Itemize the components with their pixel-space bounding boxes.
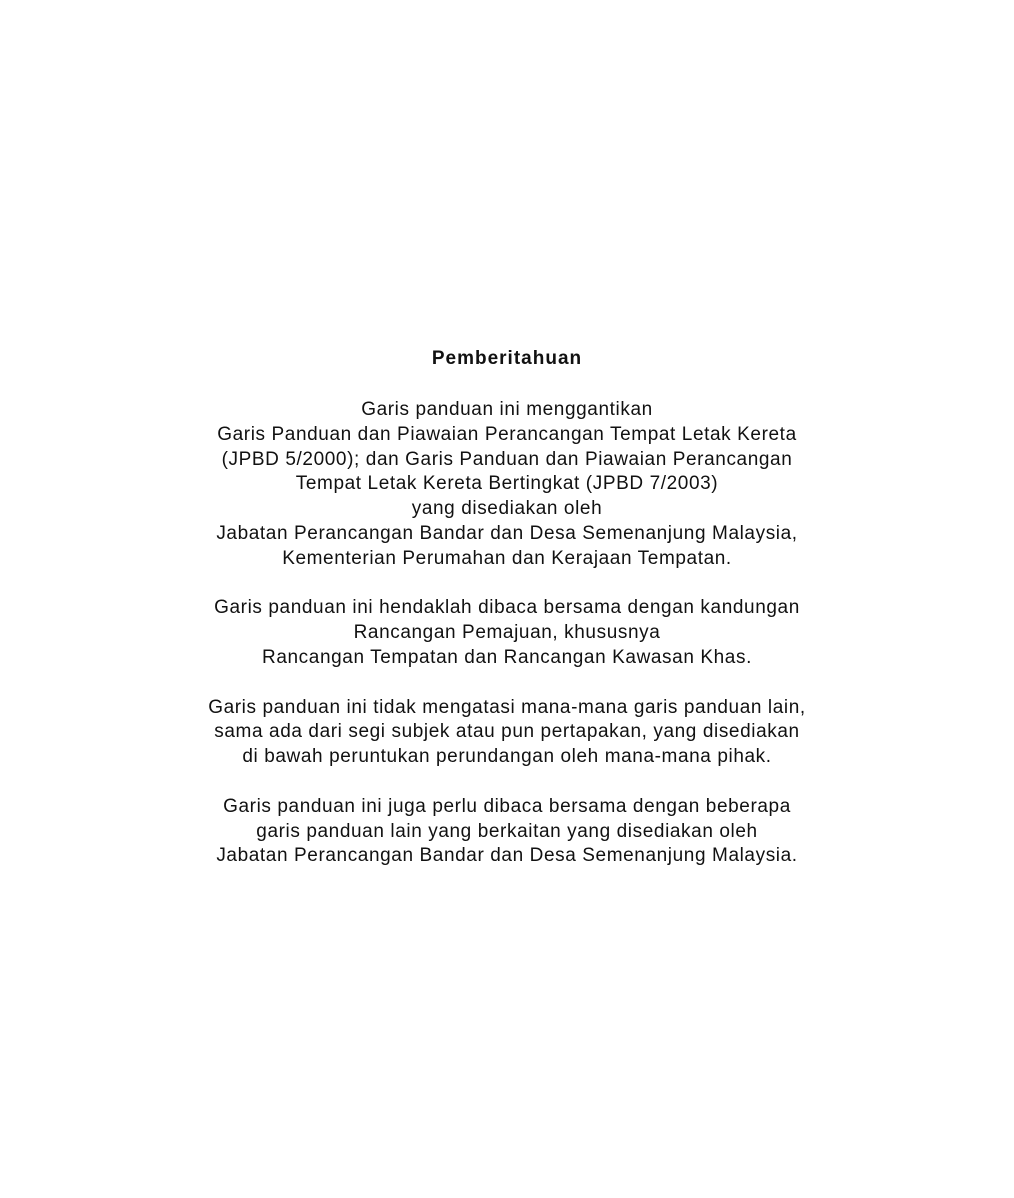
notice-paragraph-precedence [0, 696, 1014, 770]
text-line: Garis panduan ini menggantikan [361, 399, 653, 420]
text-line: Rancangan Tempatan dan Rancangan Kawasan Khas. [262, 646, 752, 668]
text-line: garis panduan lain yang berkaitan yang disediakan oleh [256, 820, 758, 842]
notice-paragraph-reading [0, 596, 1014, 670]
text-line: Garis panduan ini hendaklah dibaca bersama dengan kandungan [214, 597, 800, 619]
text-line: yang disediakan oleh [411, 498, 603, 520]
text-line: Jabatan Perancangan Bandar dan Desa Semenanjung Malaysia. [216, 845, 798, 867]
notice-title: Pemberitahuan [431, 348, 583, 369]
text-line: Tempat Letak Kereta Bertingkat (JPBD 7/2003) [295, 473, 719, 495]
text-line: Jabatan Perancangan Bandar dan Desa Semenanjung Malaysia, [216, 522, 798, 544]
text-line: Garis panduan ini juga perlu dibaca bersama dengan beberapa [223, 795, 791, 817]
notice-paragraph-related [0, 795, 1014, 869]
text-line: Garis panduan ini tidak mengatasi mana-mana garis panduan lain, [208, 696, 806, 718]
text-line: (JPBD 5/2000); dan Garis Panduan dan Piawaian Perancangan [221, 448, 793, 470]
text-line: sama ada dari segi subjek atau pun pertapakan, yang disediakan [214, 721, 800, 743]
text-line: Garis Panduan dan Piawaian Perancangan Tempat Letak Kereta [217, 423, 797, 445]
notice-paragraph-replacement [0, 398, 1014, 572]
text-line: Rancangan Pemajuan, khususnya [353, 622, 661, 644]
text-line: Kementerian Perumahan dan Kerajaan Tempatan. [282, 547, 732, 569]
text-line: di bawah peruntukan perundangan oleh mana-mana pihak. [242, 746, 772, 768]
notice-block [0, 346, 1014, 894]
